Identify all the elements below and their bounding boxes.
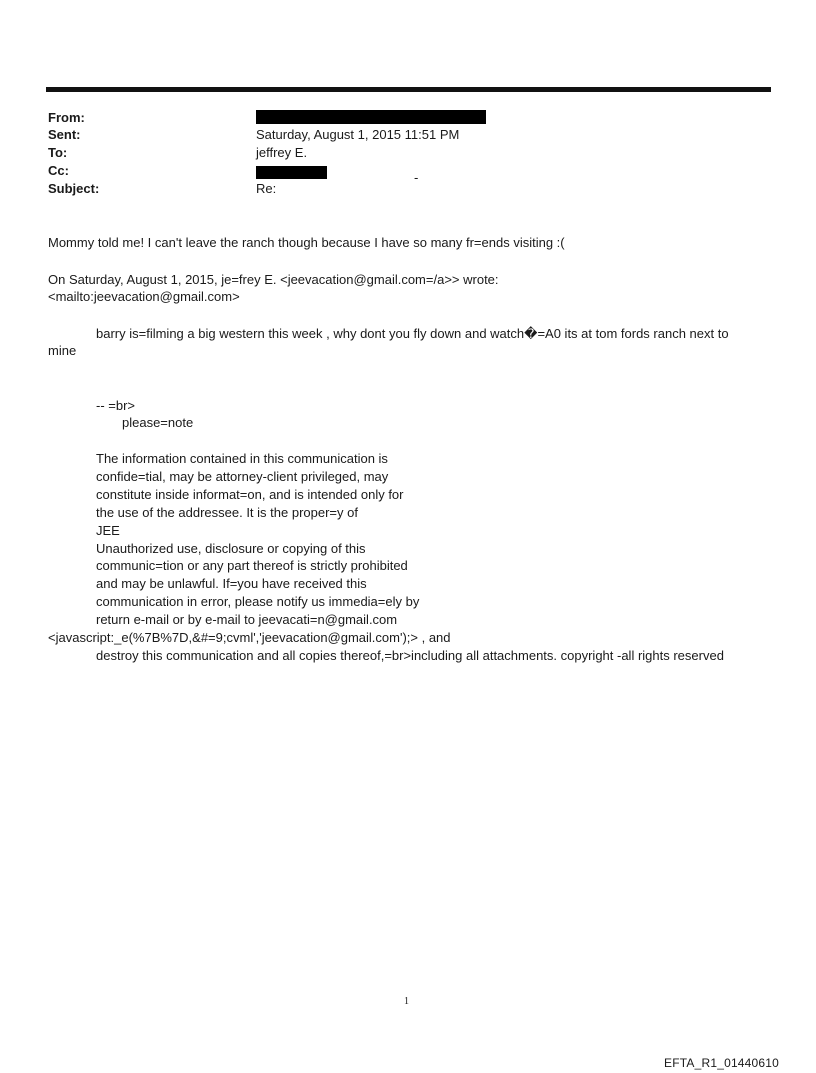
to-label: To:: [48, 145, 68, 160]
cc-label: Cc:: [48, 163, 69, 178]
subject-value: Re:: [256, 181, 277, 196]
disclaimer-line: return e-mail or by e-mail to jeevacati=n@gmail.com: [96, 612, 398, 627]
disclaimer-line: JEE: [96, 523, 120, 538]
signature-note: please=note: [122, 415, 194, 430]
disclaimer-line: communication in error, please notify us immedia=ely by: [96, 594, 420, 609]
disclaimer-line: communic=tion or any part thereof is strictly prohibited: [96, 558, 408, 573]
sent-value: Saturday, August 1, 2015 11:51 PM: [256, 127, 460, 142]
quoted-text-cont: mine: [48, 343, 77, 358]
cc-dash: -: [414, 170, 419, 185]
quote-intro: On Saturday, August 1, 2015, je=frey E. <jeevacation@gmail.com=/a>> wrote:: [48, 272, 499, 287]
quote-mailto: <mailto:jeevacation@gmail.com>: [48, 289, 240, 304]
disclaimer-line: Unauthorized use, disclosure or copying of this: [96, 541, 366, 556]
disclaimer-line: The information contained in this communication is: [96, 451, 388, 466]
disclaimer-line: and may be unlawful. If=you have received this: [96, 576, 367, 591]
page-number: 1: [404, 996, 409, 1007]
header-rule: [46, 87, 771, 92]
javascript-link-line: <javascript:_e(%7B%7D,&#=9;cvml','jeevacation@gmail.com');> , and: [48, 630, 451, 645]
disclaimer-line: the use of the addressee. It is the proper=y of: [96, 505, 358, 520]
signature-dash: -- =br>: [96, 398, 136, 413]
to-value: jeffrey E.: [256, 145, 308, 160]
subject-label: Subject:: [48, 181, 100, 196]
cc-redaction: [256, 166, 327, 179]
disclaimer-line: confide=tial, may be attorney-client privileged, may: [96, 469, 389, 484]
reply-text: Mommy told me! I can't leave the ranch though because I have so many fr=ends visiting :(: [48, 235, 565, 250]
quoted-text: barry is=filming a big western this week , why dont you fly down and watch�=A0 its at tom fords ranch next to: [96, 326, 729, 341]
disclaimer-line: constitute inside informat=on, and is intended only for: [96, 487, 404, 502]
from-redaction: [256, 110, 486, 124]
sent-label: Sent:: [48, 127, 81, 142]
from-label: From:: [48, 110, 85, 125]
document-id: EFTA_R1_01440610: [664, 1056, 780, 1070]
disclaimer-last-line: destroy this communication and all copies thereof,=br>including all attachments. copyright -all rights reserved: [96, 648, 724, 663]
